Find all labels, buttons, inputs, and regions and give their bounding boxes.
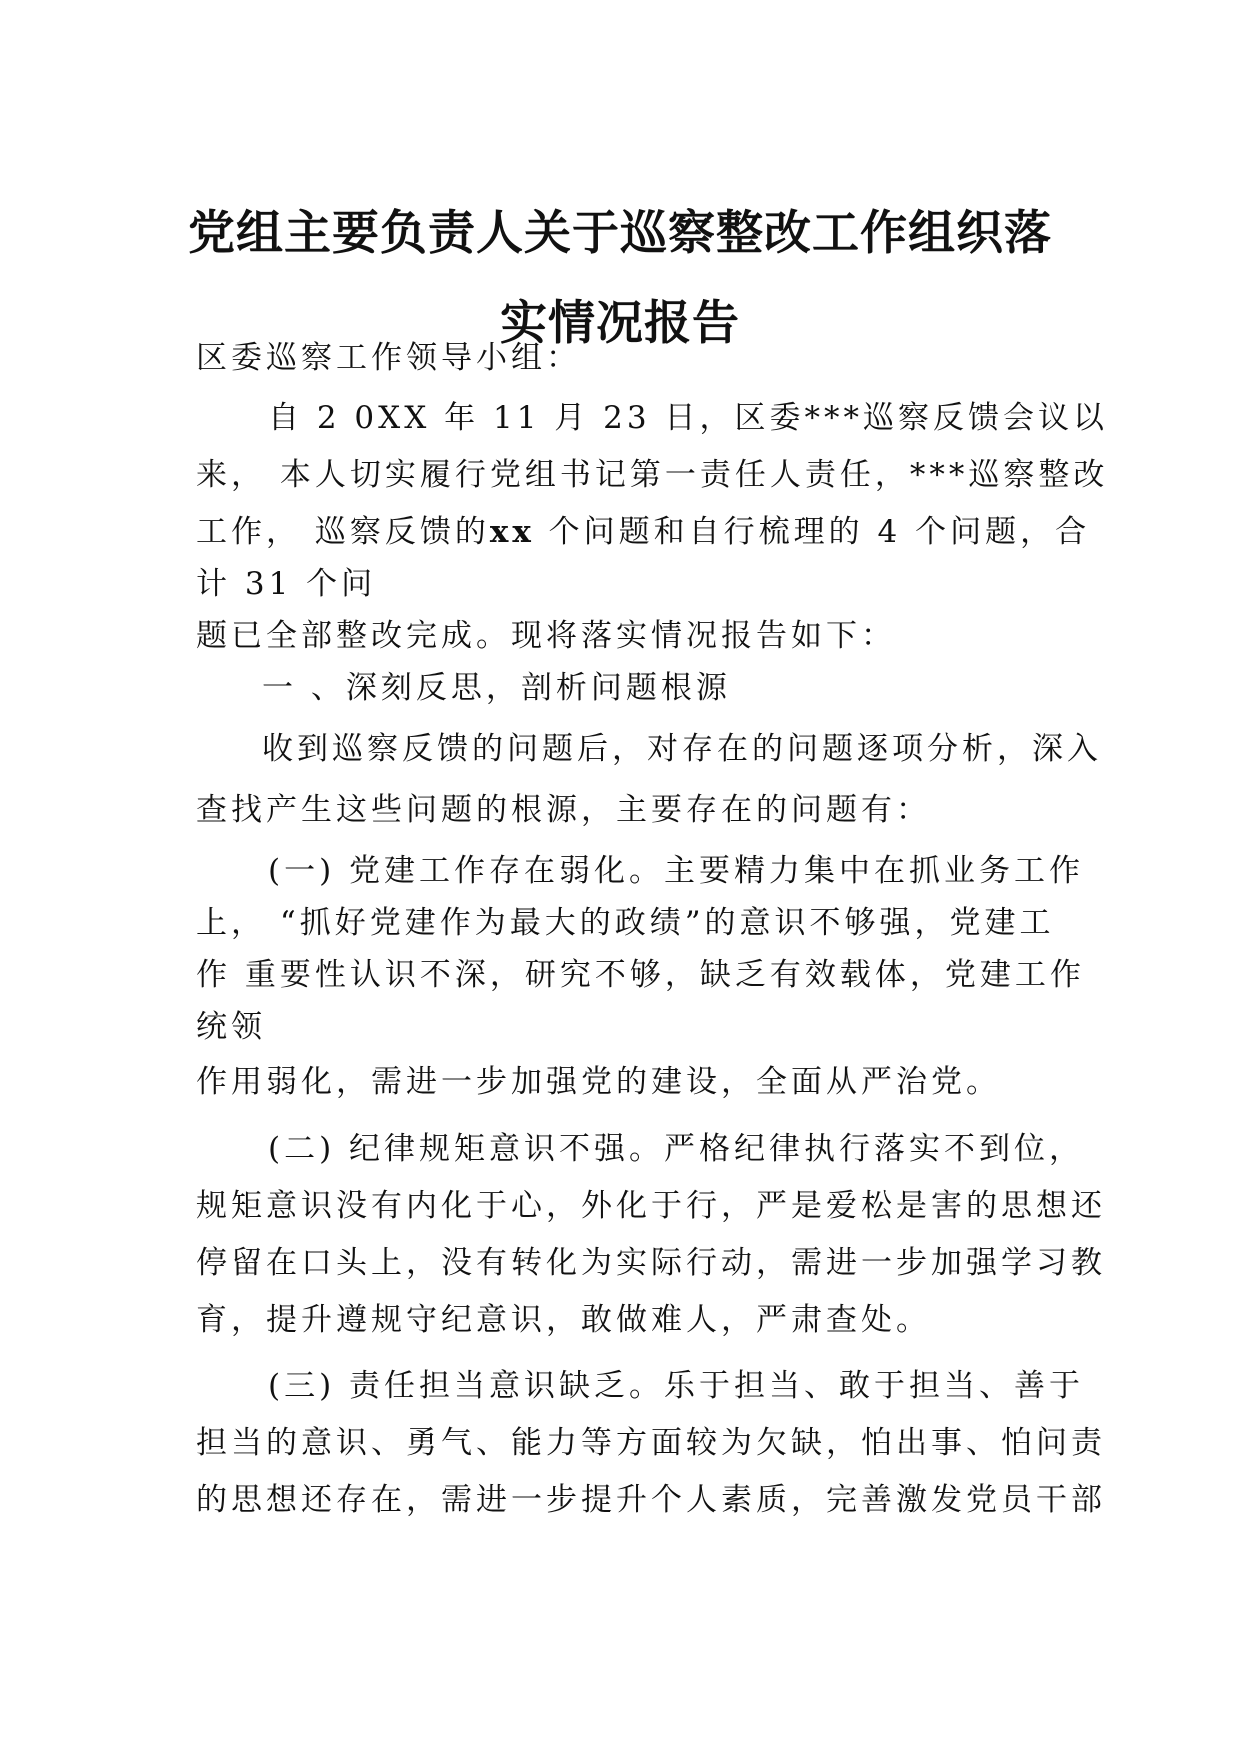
item-2-line-2: 规矩意识没有内化于心，外化于行，严是爱松是害的思想还	[196, 1188, 1106, 1224]
item-3-line-2: 担当的意识、勇气、能力等方面较为欠缺，怕出事、怕问责	[196, 1425, 1106, 1461]
intro-line-4: 计 31 个问	[196, 566, 377, 602]
intro-line-3-c: 个问题和自行梳理的 4 个问题，合	[534, 514, 1091, 550]
item-2-line-3: 停留在口头上，没有转化为实际行动，需进一步加强学习教	[196, 1245, 1106, 1281]
item-1-line-2: 上， “抓好党建作为最大的政绩”的意识不够强，党建工	[196, 905, 1055, 941]
item-3-line-1: (三) 责任担当意识缺乏。乐于担当、敢于担当、善于	[268, 1368, 1085, 1404]
salutation: 区委巡察工作领导小组：	[196, 340, 581, 376]
document-title-line-1: 党组主要负责人关于巡察整改工作组织落	[188, 206, 1052, 261]
item-1-line-5: 作用弱化，需进一步加强党的建设，全面从严治党。	[196, 1064, 1001, 1100]
section-1-para-line-1: 收到巡察反馈的问题后，对存在的问题逐项分析，深入	[262, 731, 1102, 767]
item-1-line-1: (一) 党建工作存在弱化。主要精力集中在抓业务工作	[268, 853, 1085, 889]
section-1-heading: 一 、深刻反思，剖析问题根源	[262, 670, 731, 706]
item-2-line-4: 育，提升遵规守纪意识，敢做难人，严肃查处。	[196, 1302, 931, 1338]
intro-line-2: 来， 本人切实履行党组书记第一责任人责任，***巡察整改	[196, 457, 1109, 493]
item-2-line-1: (二) 纪律规矩意识不强。严格纪律执行落实不到位，	[268, 1131, 1085, 1167]
intro-line-1: 自 2 0XX 年 11 月 23 日，区委***巡察反馈会议以	[268, 400, 1108, 436]
intro-line-3-a: 工作， 巡察反馈的	[196, 514, 490, 550]
intro-line-3	[196, 514, 1090, 550]
item-1-line-3: 作 重要性认识不深，研究不够，缺乏有效载体，党建工作	[196, 957, 1085, 993]
intro-line-5: 题已全部整改完成。现将落实情况报告如下：	[196, 618, 896, 654]
section-1-para-line-2: 查找产生这些问题的根源，主要存在的问题有：	[196, 792, 931, 828]
item-3-line-3: 的思想还存在，需进一步提升个人素质，完善激发党员干部	[196, 1482, 1106, 1518]
item-1-line-4: 统领	[196, 1009, 266, 1045]
intro-line-3-count: xx	[489, 514, 535, 550]
document-title-line-2: 实情况报告	[500, 296, 740, 351]
